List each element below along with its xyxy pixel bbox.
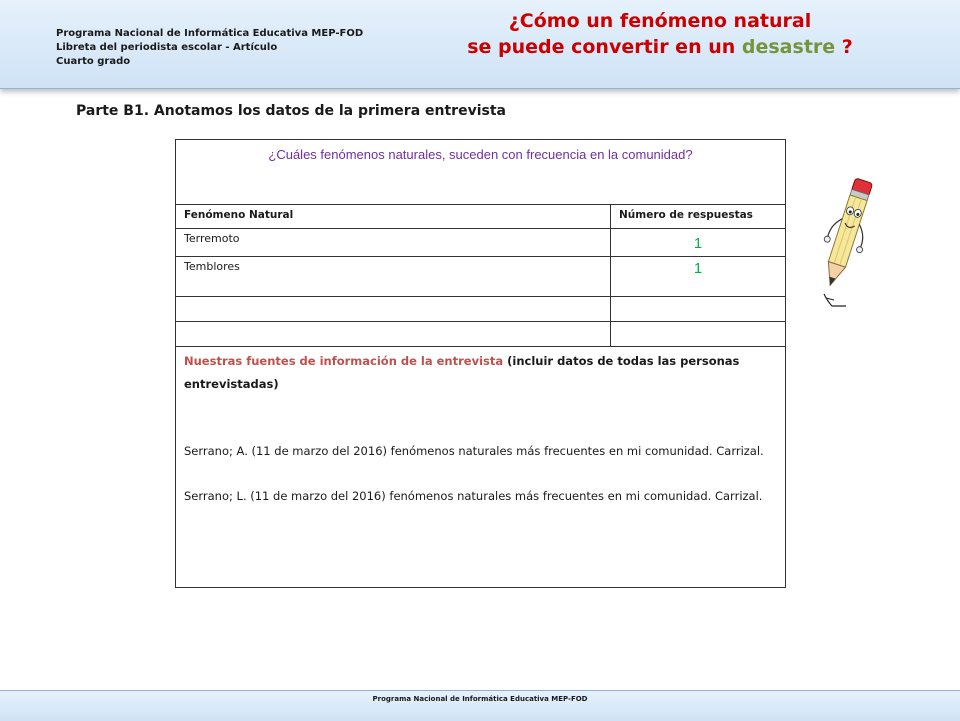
title-highlight: desastre [741,36,836,58]
title-line-2 [430,34,890,60]
sources-section [184,350,776,508]
header-band [0,0,960,89]
question-text: ¿Cuáles fenómenos naturales, suceden con frecuencia en la comunidad? [268,147,693,162]
grade-line: Cuarto grado [56,56,131,67]
title-line-1: ¿Cómo un fenómeno natural [508,10,812,32]
sources-label-note: (incluir datos de todas las personas entrevistadas) [184,354,740,391]
source-entry-2: Serrano; L. (11 de marzo del 2016) fenómenos naturales más frecuentes en mi comunidad. Carrizal. [184,489,763,503]
header-program-info [56,27,363,69]
question-row [176,140,785,205]
response-count-cell: 1 [610,228,785,256]
table-row [176,228,785,257]
phenomenon-cell [176,321,610,346]
page-title [430,8,890,60]
sources-label [184,350,776,396]
table-row [176,296,785,322]
response-count-cell [610,296,785,321]
response-count-cell: 1 [610,256,785,296]
source-entry-1: Serrano; A. (11 de marzo del 2016) fenómenos naturales más frecuentes en mi comunidad. Carrizal. [184,444,764,458]
program-line: Programa Nacional de Informática Educativa MEP-FOD [56,28,364,39]
interview-table [175,139,786,588]
column-header-responses: Número de respuestas [610,204,785,228]
sources-label-highlight: Nuestras fuentes de información de la entrevista [184,354,504,368]
phenomenon-cell [176,296,610,321]
notebook-line: Libreta del periodista escolar - Artículo [56,42,278,53]
footer-text: Programa Nacional de Informática Educativa MEP-FOD [372,695,588,703]
section-heading: Parte B1. Anotamos los datos de la primera entrevista [76,103,506,119]
response-count-cell [610,321,785,346]
footer-band [0,690,960,721]
table-row [176,321,785,347]
table-header-row [176,204,785,229]
pencil-character-icon [812,176,878,316]
phenomenon-cell: Terremoto [184,232,240,245]
table-row [176,256,785,297]
phenomenon-cell: Temblores [184,260,240,273]
column-header-phenomenon: Fenómeno Natural [184,209,294,221]
title-line-2-prefix: se puede convertir en un [467,36,736,58]
title-line-2-suffix: ? [835,36,853,58]
